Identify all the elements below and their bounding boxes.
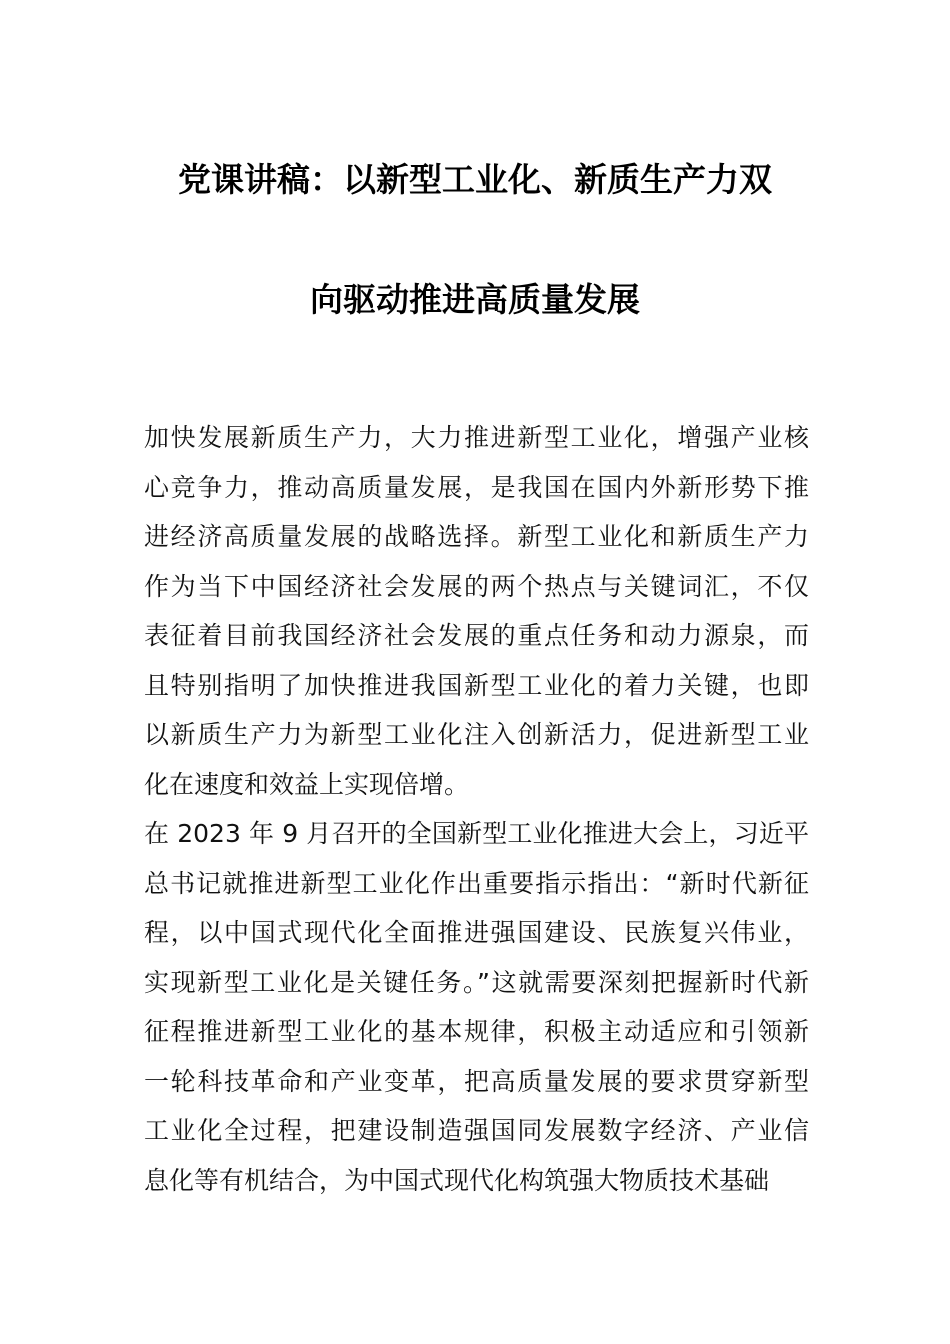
paragraph-line: 化在速度和效益上实现倍增。 <box>144 769 470 799</box>
paragraph-1 <box>144 413 809 809</box>
paragraph-line: 以新质生产力为新型工业化注入创新活力，促进新型工业 <box>144 720 809 749</box>
paragraph-line: 心竞争力，推动高质量发展，是我国在国内外新形势下推 <box>144 472 809 502</box>
paragraph-line: 工业化全过程，把建设制造强国同发展数字经济、产业信 <box>144 1116 809 1145</box>
paragraph-2 <box>144 809 809 1205</box>
paragraph-line: 作为当下中国经济社会发展的两个热点与关键词汇，不仅 <box>144 571 809 601</box>
paragraph-line: 表征着目前我国经济社会发展的重点任务和动力源泉，而 <box>144 621 809 650</box>
paragraph-line: 加快发展新质生产力，大力推进新型工业化，增强产业核 <box>144 423 809 452</box>
paragraph-line: 程，以中国式现代化全面推进强国建设、民族复兴伟业， <box>144 918 809 947</box>
paragraph-line: 且特别指明了加快推进我国新型工业化的着力关键，也即 <box>144 670 809 700</box>
paragraph-line: 征程推进新型工业化的基本规律，积极主动适应和引领新 <box>144 1017 809 1046</box>
paragraph-line: 息化等有机结合，为中国式现代化构筑强大物质技术基础 <box>144 1165 770 1195</box>
paragraph-line: 实现新型工业化是关键任务。”这就需要深刻把握新时代新 <box>144 967 809 997</box>
document-title-line-1: 党课讲稿：以新型工业化、新质生产力双 <box>178 160 772 199</box>
paragraph-line: 总书记就推进新型工业化作出重要指示指出：“新时代新征 <box>144 868 809 898</box>
paragraph-line: 在 2023 年 9 月召开的全国新型工业化推进大会上，习近平 <box>144 819 809 848</box>
paragraph-line: 进经济高质量发展的战略选择。新型工业化和新质生产力 <box>144 522 809 551</box>
document-title-line-2: 向驱动推进高质量发展 <box>310 280 640 319</box>
paragraph-line: 一轮科技革命和产业变革，把高质量发展的要求贯穿新型 <box>144 1066 809 1096</box>
